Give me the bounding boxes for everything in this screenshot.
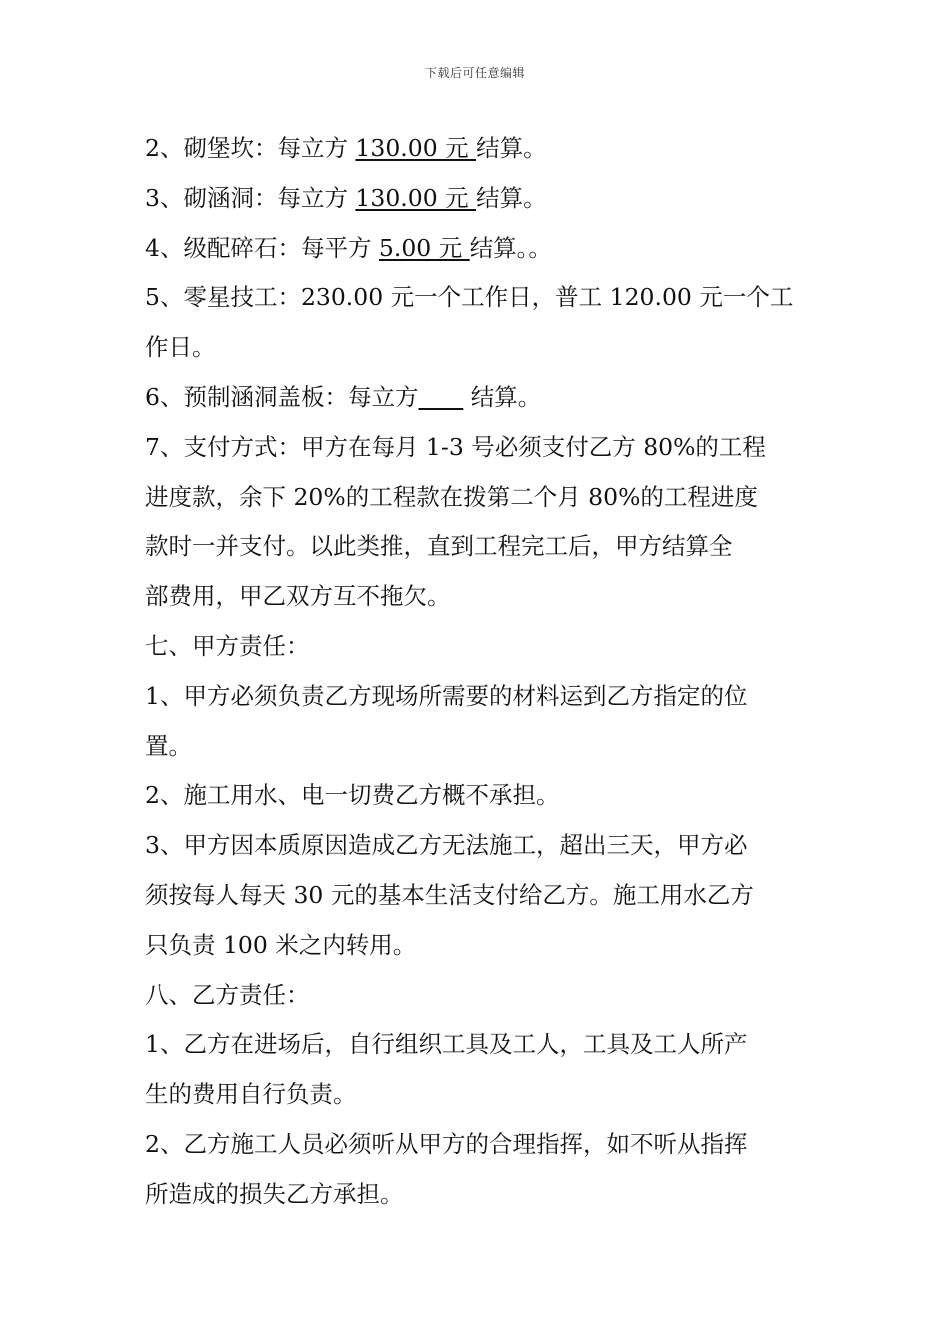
clause-text: 6、预制涵洞盖板：每立方 [145,382,419,411]
clause-line [145,1170,810,1220]
clause-text-suffix: 结算。 [463,382,542,411]
underlined-amount: 5.00 元 [378,233,470,262]
clause-text: 3、甲方因本质原因造成乙方无法施工，超出三天，甲方必 [145,831,748,860]
clause-text: 4、级配碎石：每平方 [145,233,379,262]
section-heading [145,971,810,1021]
underlined-amount: 130.00 元 [355,183,477,212]
section-heading-text: 七、甲方责任： [145,631,310,660]
clause-text: 2、砌堡坎：每立方 [145,134,356,162]
clause-line [145,473,810,523]
clause-text: 2、施工用水、电一切费乙方概不承担。 [145,781,560,810]
clause-text: 置。 [145,731,192,760]
clause-text-suffix: 结算。 [476,134,547,162]
clause-line [145,174,810,224]
clause-line [145,871,810,921]
clause-text: 须按每人每天 30 元的基本生活支付给乙方。施工用水乙方 [145,880,754,909]
clause-text: 5、零星技工：230.00 元一个工作日，普工 120.00 元一个工 [145,283,794,312]
clause-text: 作日。 [145,333,216,362]
clause-line [145,1070,810,1120]
clause-line [145,373,810,423]
underlined-amount: 130.00 元 [355,134,477,162]
clause-text: 进度款，余下 20%的工程款在拨第二个月 80%的工程进度 [145,482,758,511]
clause-line [145,423,810,473]
clause-line [145,771,810,821]
clause-text: 部费用，甲乙双方互不拖欠。 [145,582,451,611]
clause-line [145,124,810,174]
clause-text: 所造成的损失乙方承担。 [145,1179,404,1208]
clause-text: 1、乙方在进场后，自行组织工具及工人，工具及工人所产 [145,1030,748,1059]
clause-line [145,722,810,772]
clause-line [145,522,810,572]
clause-line [145,921,810,971]
clause-text: 7、支付方式：甲方在每月 1-3 号必须支付乙方 80%的工程 [145,432,766,461]
clause-text-suffix: 结算。 [476,183,547,212]
clause-text: 生的费用自行负责。 [145,1080,357,1109]
clause-text: 1、甲方必须负责乙方现场所需要的材料运到乙方指定的位 [145,681,748,710]
clause-line [145,1020,810,1070]
clause-text: 2、乙方施工人员必须听从甲方的合理指挥，如不听从指挥 [145,1129,748,1158]
document-body [145,124,810,1220]
header-note: 下载后可任意编辑 [424,66,525,80]
clause-line [145,821,810,871]
clause-line [145,1120,810,1170]
clause-text: 款时一并支付。以此类推，直到工程完工后，甲方结算全 [145,532,733,561]
clause-line [145,224,810,274]
clause-line [145,672,810,722]
section-heading-text: 八、乙方责任： [145,980,310,1009]
clause-text: 3、砌涵洞：每立方 [145,183,356,212]
clause-text: 只负责 100 米之内转用。 [145,930,417,959]
section-heading [145,622,810,672]
clause-line [145,572,810,622]
clause-line [145,323,810,373]
blank-amount-underline [418,383,463,411]
clause-text-suffix: 结算。。 [469,233,552,262]
clause-line [145,273,810,323]
